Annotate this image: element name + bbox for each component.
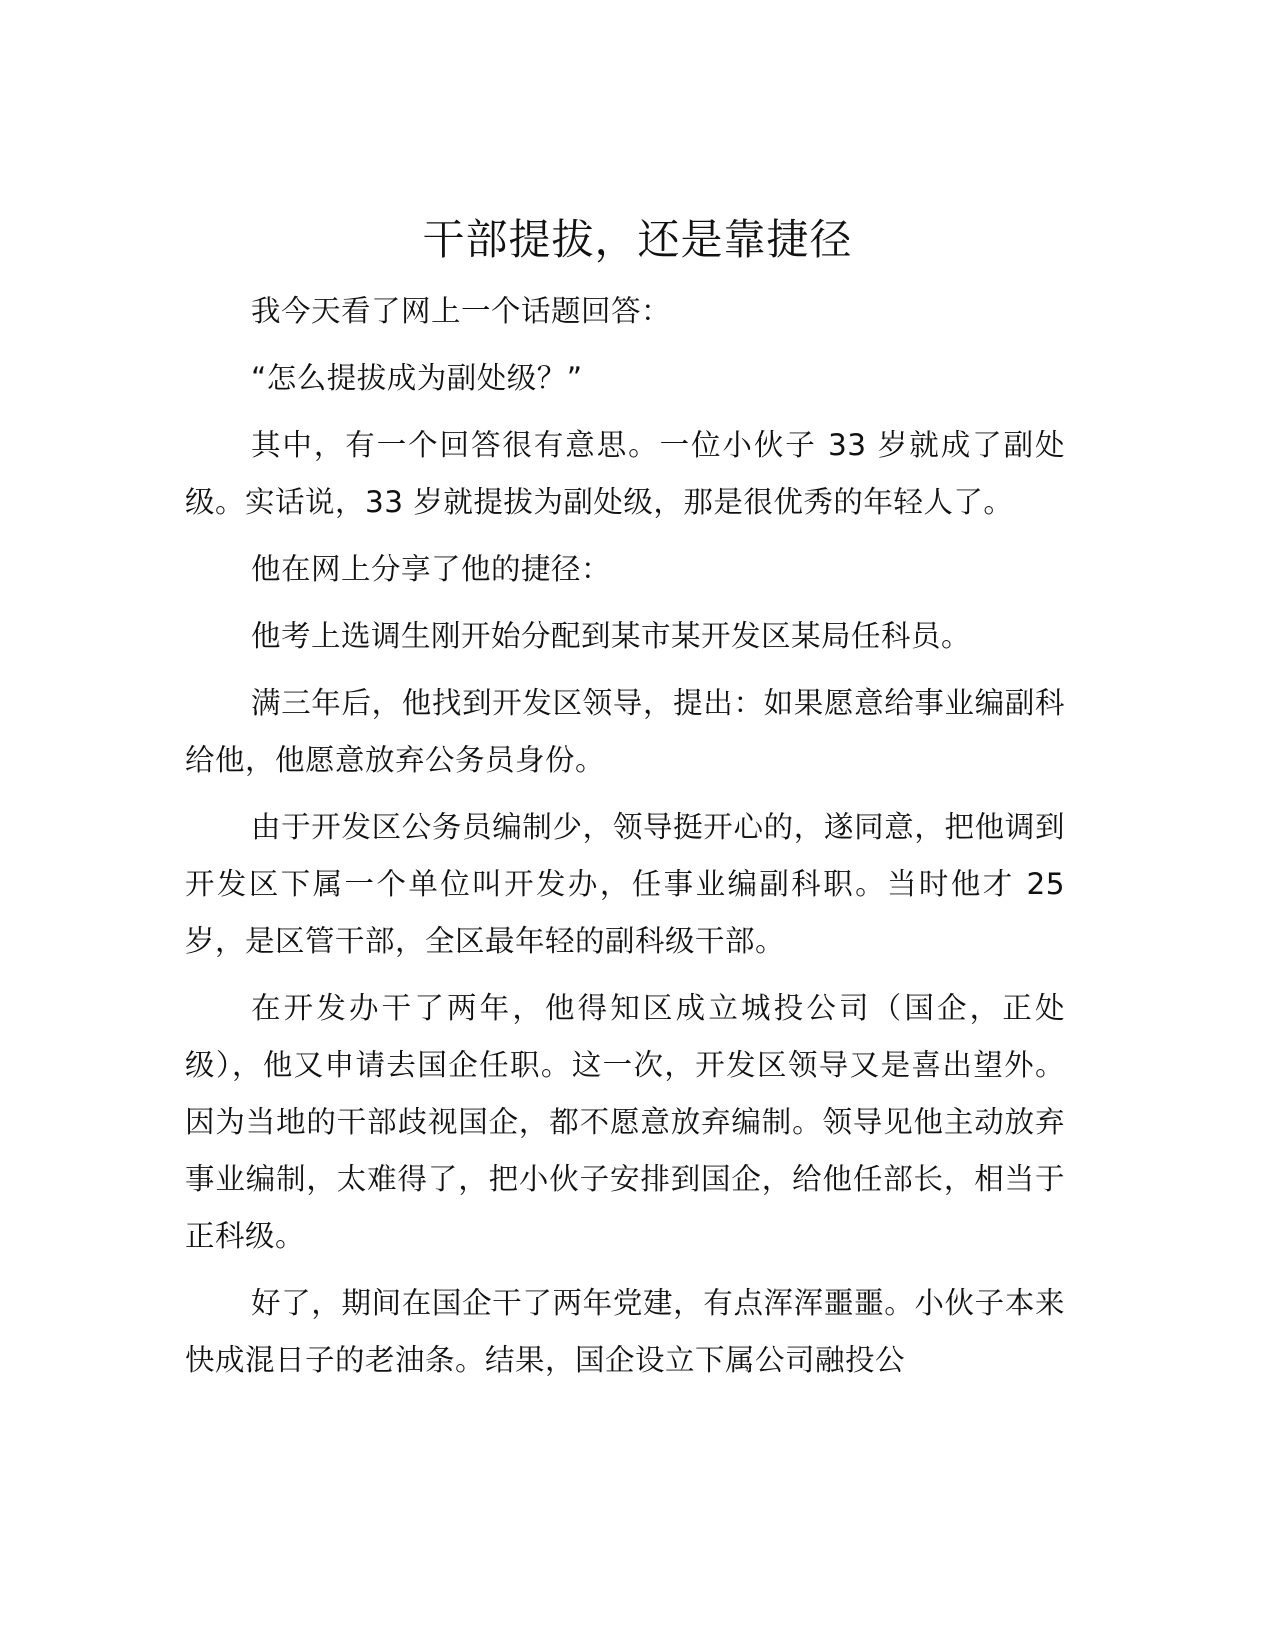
paragraph-6: 满三年后，他找到开发区领导，提出：如果愿意给事业编副科给他，他愿意放弃公务员身份。 bbox=[185, 686, 1065, 777]
paragraph-3: 其中，有一个回答很有意思。一位小伙子 33 岁就成了副处级。实话说，33 岁就提拔为副处级，那是很优秀的年轻人了。 bbox=[185, 428, 1065, 519]
paragraph-5: 他考上选调生刚开始分配到某市某开发区某局任科员。 bbox=[251, 619, 972, 653]
paragraph-4: 他在网上分享了他的捷径： bbox=[251, 552, 612, 586]
paragraph-2: “怎么提拔成为副处级？” bbox=[251, 361, 583, 395]
paragraph-9: 好了，期间在国企干了两年党建，有点浑浑噩噩。小伙子本来快成混日子的老油条。结果，国企设立下属公司融投公 bbox=[185, 1286, 1065, 1377]
paragraph-1: 我今天看了网上一个话题回答： bbox=[251, 294, 672, 328]
paragraph-7: 由于开发区公务员编制少，领导挺开心的，遂同意，把他调到开发区下属一个单位叫开发办，任事业编副科职。当时他才 25 岁，是区管干部，全区最年轻的副科级干部。 bbox=[185, 810, 1065, 958]
paragraph-8: 在开发办干了两年，他得知区成立城投公司（国企，正处级），他又申请去国企任职。这一次，开发区领导又是喜出望外。因为当地的干部歧视国企，都不愿意放弃编制。领导见他主动放弃事业编制，太难得了，把小伙子安排到国企，给他任部长，相当于正科级。 bbox=[185, 991, 1065, 1253]
document-title: 干部提拔，还是靠捷径 bbox=[422, 215, 853, 264]
document-body bbox=[185, 283, 1065, 1399]
